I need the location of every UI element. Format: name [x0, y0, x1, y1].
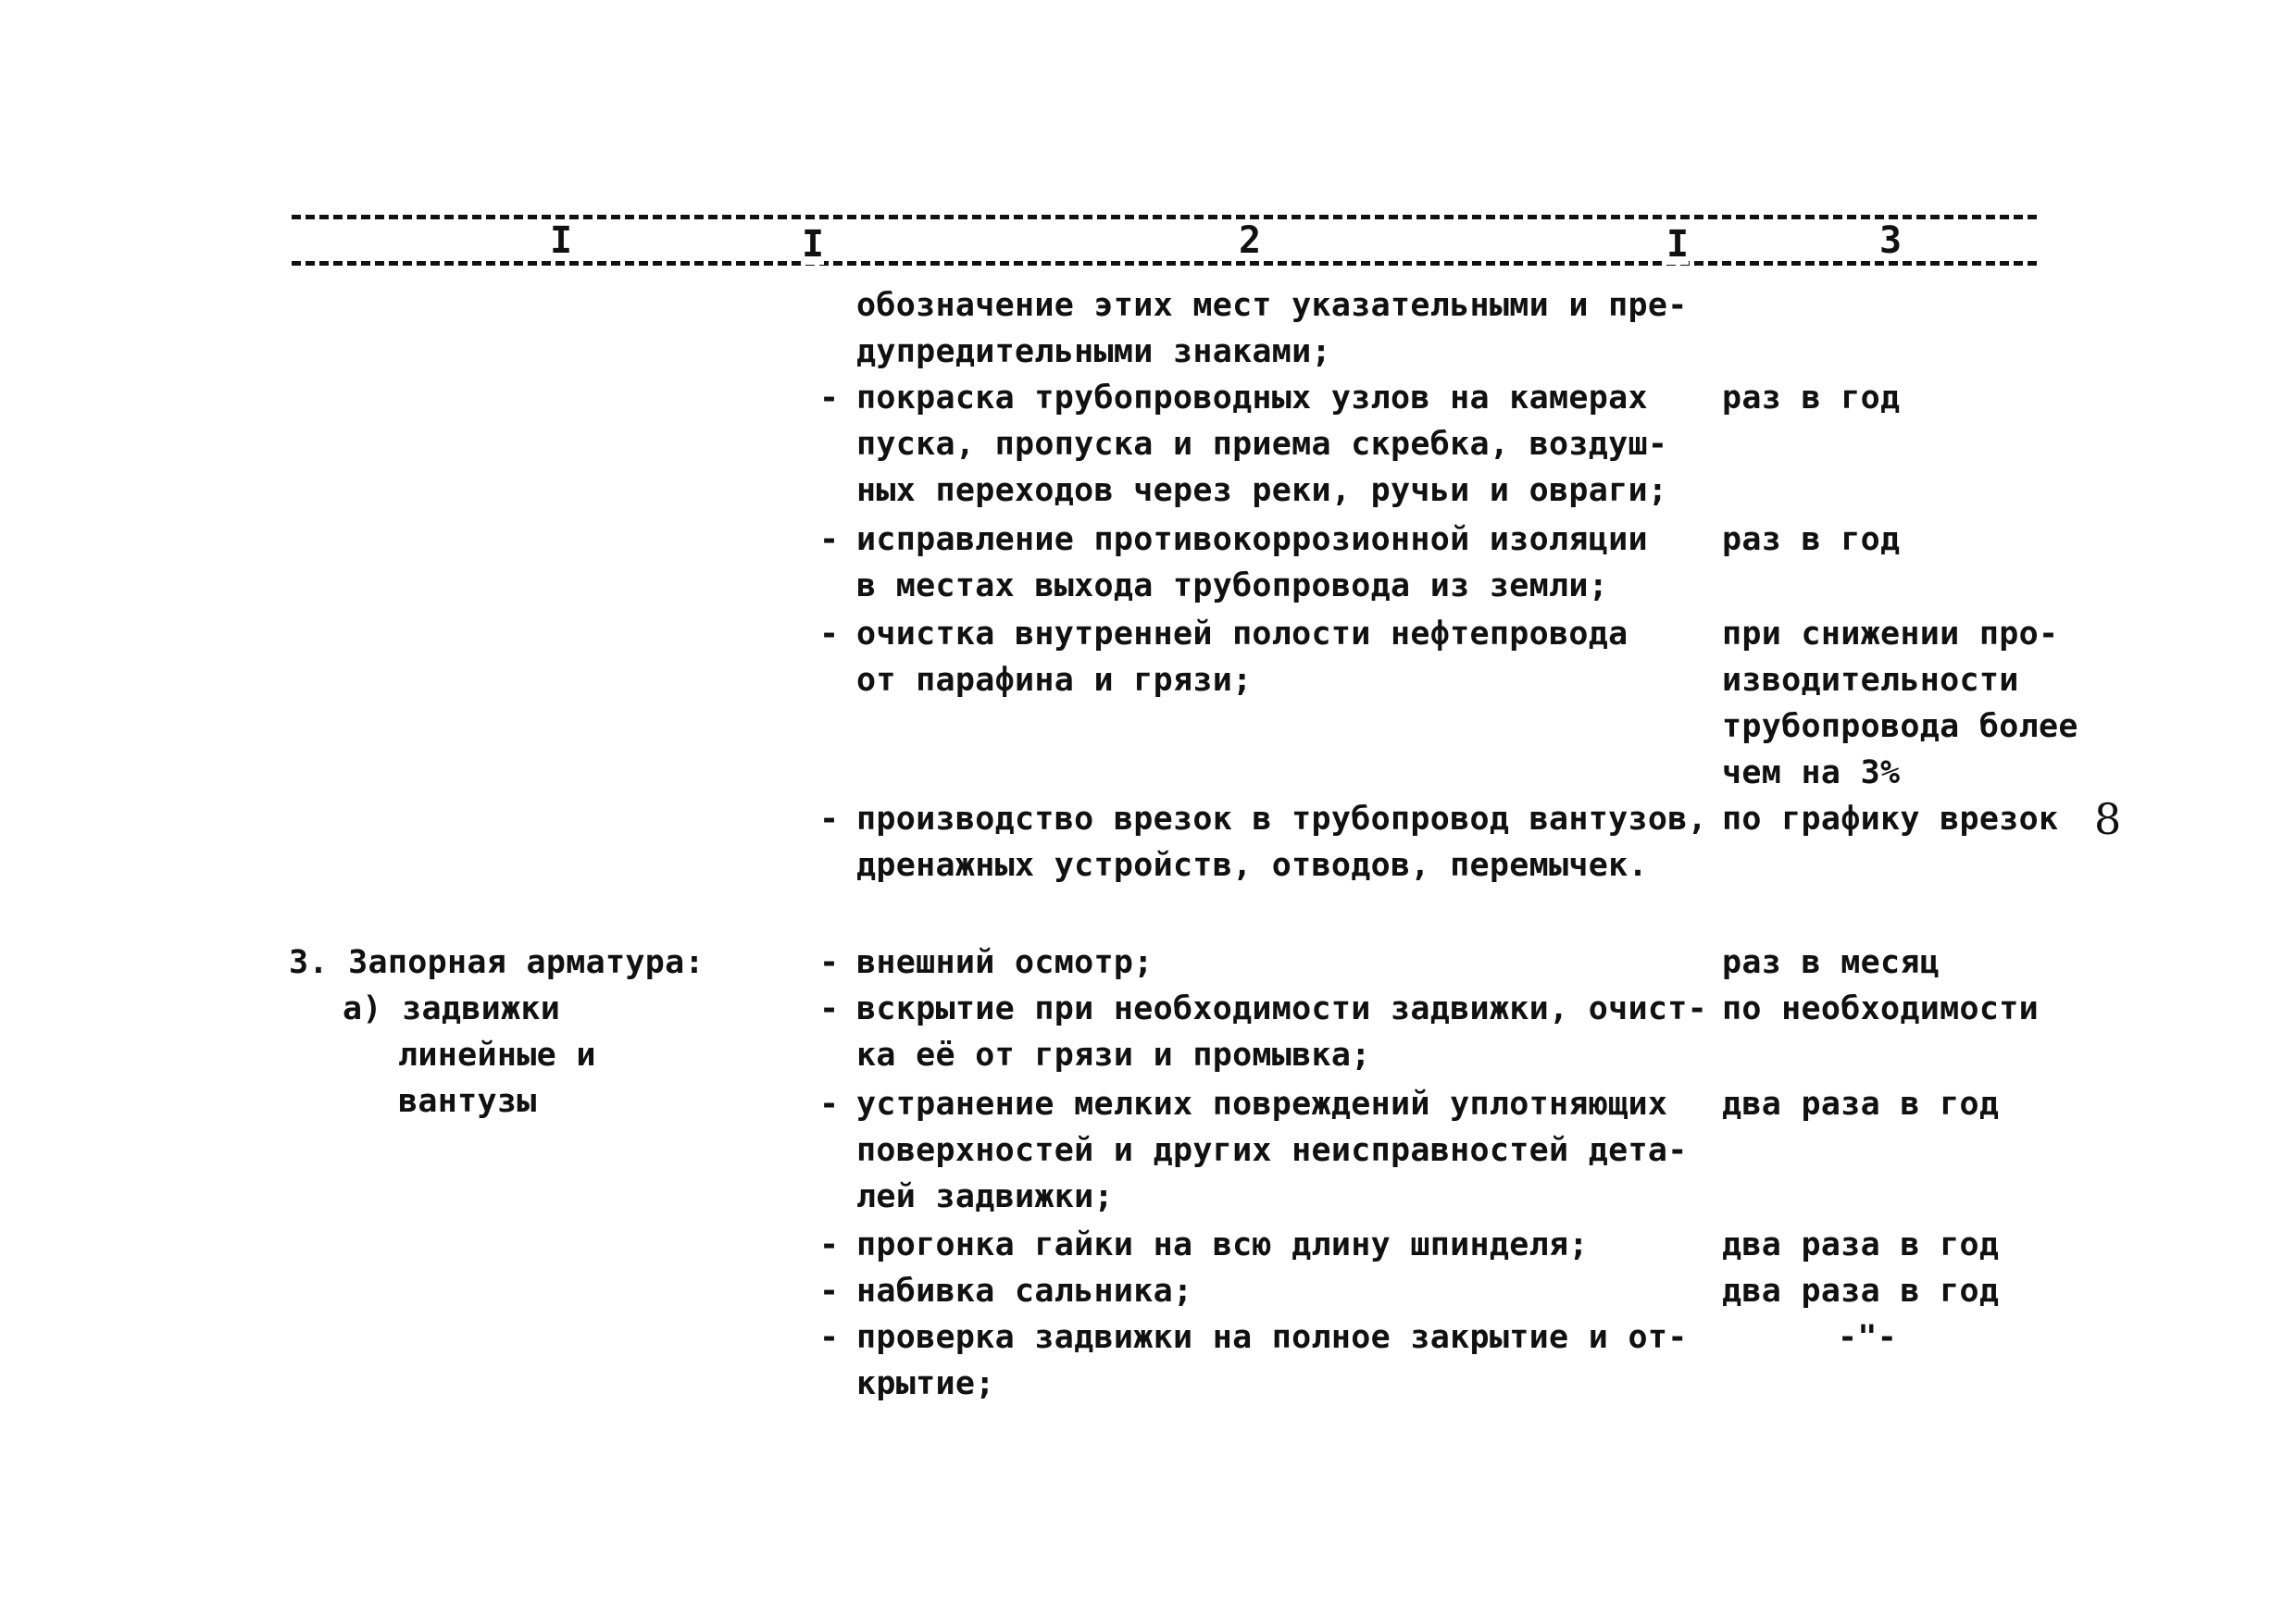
- row-1-freq-0: раз в год: [1722, 379, 1901, 417]
- row3-3-freq-0: два раза в год: [1722, 1226, 2000, 1263]
- row-2-freq-0: раз в год: [1722, 521, 1901, 558]
- row-2-line-0: исправление противокоррозионной изоляции: [856, 521, 1648, 558]
- row3-5-line-1: крытие;: [856, 1365, 995, 1402]
- row3-5-line-0: проверка задвижки на полное закрытие и от-: [856, 1319, 1688, 1356]
- row3-2-line-0: устранение мелких повреждений уплотняющих: [856, 1086, 1668, 1123]
- row3-3-dash: -: [819, 1226, 840, 1263]
- margin-mark: 8: [2094, 794, 2122, 844]
- row3-3-line-0: прогонка гайки на всю длину шпинделя;: [856, 1226, 1589, 1263]
- row3-2-freq-0: два раза в год: [1722, 1086, 2000, 1123]
- column-header-1: I: [544, 220, 578, 261]
- row3-1-dash: -: [819, 990, 840, 1027]
- section-3-title: 3. Запорная арматура:: [289, 944, 705, 981]
- row3-5-freq-0: -"-: [1838, 1319, 1898, 1356]
- row-1-line-0: покраска трубопроводных узлов на камерах: [856, 379, 1648, 417]
- row3-0-freq-0: раз в месяц: [1722, 944, 1940, 981]
- row3-2-line-1: поверхностей и других неисправностей дета-: [856, 1132, 1688, 1169]
- row3-2-line-2: лей задвижки;: [856, 1178, 1114, 1215]
- row3-1-freq-0: по необходимости: [1722, 990, 2039, 1027]
- section-3a-line-1: линейные и: [398, 1037, 596, 1074]
- row3-0-line-0: внешний осмотр;: [856, 944, 1154, 981]
- row3-4-freq-0: два раза в год: [1722, 1273, 2000, 1310]
- row-4-line-0: производство врезок в трубопровод вантузов,: [856, 801, 1707, 838]
- row3-5-dash: -: [819, 1319, 840, 1356]
- row-1-dash: -: [819, 379, 840, 417]
- row-2-dash: -: [819, 521, 840, 558]
- column-separator-1: I: [802, 223, 825, 266]
- row-0-line-0: обозначение этих мест указательными и пре-: [856, 287, 1688, 324]
- row-3-dash: -: [819, 616, 840, 653]
- row-3-line-0: очистка внутренней полости нефтепровода: [856, 616, 1628, 653]
- row-4-dash: -: [819, 801, 840, 838]
- row-3-freq-1: изводительности: [1722, 662, 2019, 699]
- row3-1-line-1: ка её от грязи и промывка;: [856, 1037, 1371, 1074]
- row3-2-dash: -: [819, 1086, 840, 1123]
- column-separator-2: I: [1666, 223, 1690, 266]
- row-4-freq-0: по графику врезок: [1722, 801, 2059, 838]
- row-3-freq-2: трубопровода более: [1722, 708, 2078, 745]
- row3-0-dash: -: [819, 944, 840, 981]
- row-2-line-1: в местах выхода трубопровода из земли;: [856, 567, 1609, 604]
- row-0-line-1: дупредительными знаками;: [856, 333, 1331, 370]
- row3-1-line-0: вскрытие при необходимости задвижки, очист-: [856, 990, 1707, 1027]
- row-1-line-1: пуска, пропуска и приема скребка, воздуш-: [856, 426, 1668, 463]
- row-3-line-1: от парафина и грязи;: [856, 662, 1253, 699]
- section-3a-line-2: вантузы: [398, 1083, 537, 1120]
- row-1-line-2: ных переходов через реки, ручьи и овраги;: [856, 472, 1668, 509]
- row-4-line-1: дренажных устройств, отводов, перемычек.: [856, 847, 1648, 884]
- row-3-freq-0: при снижении про-: [1722, 616, 2059, 653]
- row3-4-dash: -: [819, 1273, 840, 1310]
- column-header-2: 2: [1233, 220, 1267, 261]
- row3-4-line-0: набивка сальника;: [856, 1273, 1193, 1310]
- section-3a-line-0: а) задвижки: [343, 990, 561, 1027]
- row-3-freq-3: чем на 3%: [1722, 754, 1901, 791]
- column-header-3: 3: [1874, 220, 1907, 261]
